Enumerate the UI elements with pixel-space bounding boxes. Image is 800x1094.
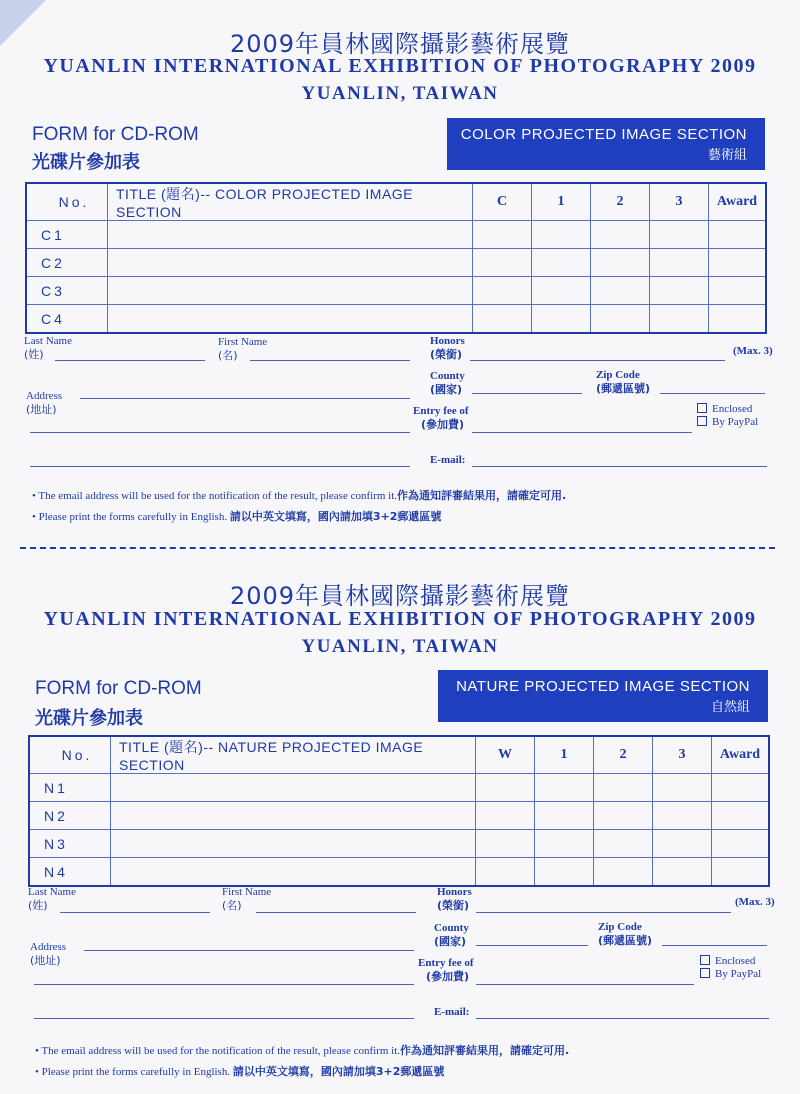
form-title-zh: 光碟片參加表 (32, 152, 140, 173)
address-label-en: Address (30, 941, 67, 953)
email-note-zh: 作為通知評審結果用，請確定可用. (397, 489, 567, 502)
table-header-row (26, 183, 766, 221)
score-cell (650, 221, 709, 249)
col-header-3: 3 (650, 183, 709, 221)
enclosed-label: Enclosed (715, 955, 756, 967)
honors-label-zh: (榮銜) (437, 899, 470, 912)
exhibition-title-zh: 2009年員林國際攝影藝術展覽 (229, 582, 571, 610)
honors-label-en: Honors (437, 886, 472, 898)
print-note-zh: 請以中英文填寫，國內請加填3+2郵遞區號 (229, 510, 442, 523)
zip-code-label-en: Zip Code (598, 921, 642, 933)
score-cell (476, 858, 535, 887)
col-header-no: No. (29, 736, 111, 774)
zip-code-field[interactable] (662, 945, 767, 946)
address-label-zh: (地址) (30, 954, 61, 967)
paypal-label: By PayPal (712, 416, 759, 428)
score-cell (591, 249, 650, 277)
row-code: N2 (29, 802, 111, 830)
paypal-checkbox[interactable] (700, 968, 710, 978)
entry-table (28, 735, 770, 887)
print-note (32, 508, 441, 524)
score-cell (473, 277, 532, 305)
score-cell (594, 830, 653, 858)
entry-fee-label-zh: (參加費) (426, 970, 470, 983)
entry-form-nature (0, 552, 800, 1094)
score-cell (650, 305, 709, 334)
exhibition-title-en: YUANLIN INTERNATIONAL EXHIBITION OF PHOTOGRAPHY 2009 (43, 608, 757, 630)
score-cell (594, 858, 653, 887)
print-note-en: • Please print the forms carefully in English. (32, 511, 228, 523)
zip-code-label (596, 369, 650, 395)
first-name-label-zh: (名) (222, 899, 242, 912)
last-name-label-zh: (姓) (28, 899, 48, 912)
last-name-label-en: Last Name (24, 335, 72, 347)
last-name-label-zh: (姓) (24, 348, 44, 361)
honors-label-zh: (榮銜) (430, 348, 463, 361)
address-field-line-1[interactable] (84, 950, 414, 951)
row-code: C2 (26, 249, 108, 277)
score-cell (476, 830, 535, 858)
paypal-label: By PayPal (715, 968, 762, 980)
enclosed-option[interactable] (700, 955, 755, 968)
row-code: C3 (26, 277, 108, 305)
first-name-label-zh: (名) (218, 349, 238, 362)
email-field[interactable] (472, 466, 767, 467)
entry-table (25, 182, 767, 334)
score-cell (532, 221, 591, 249)
entry-fee-label-en: Entry fee of (418, 957, 474, 969)
award-cell (712, 774, 770, 802)
title-cell[interactable] (108, 221, 473, 249)
score-cell (594, 802, 653, 830)
form-title-en: FORM for CD-ROM (32, 124, 199, 145)
col-header-award: Award (709, 183, 767, 221)
table-row (29, 858, 769, 887)
first-name-label-en: First Name (218, 336, 268, 348)
score-cell (653, 774, 712, 802)
score-cell (591, 277, 650, 305)
email-note (35, 1042, 569, 1058)
paypal-option[interactable] (697, 416, 758, 429)
honors-label-en: Honors (430, 335, 465, 347)
col-header-award: Award (712, 736, 770, 774)
score-cell (532, 277, 591, 305)
score-cell (535, 802, 594, 830)
county-label-en: County (434, 922, 469, 934)
first-name-field[interactable] (256, 912, 416, 913)
entry-fee-label-en: Entry fee of (413, 405, 469, 417)
score-cell (591, 305, 650, 334)
exhibition-location: YUANLIN, TAIWAN (301, 83, 499, 104)
email-label: E-mail: (434, 1006, 470, 1018)
address-field-line-1[interactable] (80, 398, 410, 399)
score-cell (473, 221, 532, 249)
form-title-zh: 光碟片參加表 (35, 708, 143, 729)
title-cell[interactable] (111, 830, 476, 858)
paypal-option[interactable] (700, 968, 761, 981)
col-header-1: 1 (532, 183, 591, 221)
zip-code-label-en: Zip Code (596, 369, 640, 381)
row-code: N1 (29, 774, 111, 802)
title-cell[interactable] (108, 305, 473, 334)
honors-label (430, 335, 465, 361)
award-cell (709, 249, 767, 277)
county-label (430, 370, 465, 396)
col-header-2: 2 (594, 736, 653, 774)
award-cell (709, 221, 767, 249)
address-field-line-2[interactable] (30, 432, 410, 433)
honors-field[interactable] (470, 360, 725, 361)
email-note-en: • The email address will be used for the notification of the result, please confirm it. (32, 490, 398, 502)
score-cell (476, 802, 535, 830)
table-row (26, 277, 766, 305)
exhibition-title-zh: 2009年員林國際攝影藝術展覽 (229, 30, 571, 58)
honors-label (437, 886, 472, 912)
email-label: E-mail: (430, 454, 466, 466)
table-row (29, 774, 769, 802)
address-label (30, 941, 66, 967)
score-cell (650, 249, 709, 277)
col-header-section: C (473, 183, 532, 221)
enclosed-checkbox[interactable] (697, 403, 707, 413)
honors-field[interactable] (476, 912, 731, 913)
score-cell (653, 802, 712, 830)
banner-label-en: NATURE PROJECTED IMAGE SECTION (456, 678, 750, 695)
first-name-label-en: First Name (222, 886, 272, 898)
section-banner (438, 670, 768, 722)
first-name-label (222, 886, 271, 912)
score-cell (535, 858, 594, 887)
entry-fee-label (418, 957, 474, 983)
address-label (26, 390, 62, 416)
score-cell (532, 249, 591, 277)
score-cell (591, 221, 650, 249)
score-cell (535, 774, 594, 802)
entry-fee-label (413, 405, 469, 431)
address-label-en: Address (26, 390, 63, 402)
row-code: N4 (29, 858, 111, 887)
enclosed-label: Enclosed (712, 403, 753, 415)
address-label-zh: (地址) (26, 403, 57, 416)
title-cell[interactable] (111, 858, 476, 887)
last-name-label (28, 886, 76, 912)
score-cell (594, 774, 653, 802)
row-code: C1 (26, 221, 108, 249)
table-row (26, 305, 766, 334)
email-note-en: • The email address will be used for the notification of the result, please confirm it. (35, 1045, 401, 1057)
banner-label-en: COLOR PROJECTED IMAGE SECTION (460, 126, 747, 143)
first-name-field[interactable] (250, 360, 410, 361)
county-label-zh: (國家) (430, 383, 463, 396)
county-label (434, 922, 469, 948)
col-header-no: No. (26, 183, 108, 221)
first-name-label (218, 336, 267, 362)
title-cell[interactable] (111, 774, 476, 802)
form-title-en: FORM for CD-ROM (35, 678, 202, 699)
entry-fee-label-zh: (參加費) (421, 418, 465, 431)
col-header-2: 2 (591, 183, 650, 221)
row-code: C4 (26, 305, 108, 334)
print-note-en: • Please print the forms carefully in English. (35, 1066, 231, 1078)
email-note (32, 487, 566, 503)
last-name-label-en: Last Name (28, 886, 76, 898)
zip-code-label (598, 921, 652, 947)
section-banner (447, 118, 765, 170)
print-note-zh: 請以中英文填寫，國內請加填3+2郵遞區號 (232, 1065, 445, 1078)
print-note (35, 1063, 444, 1079)
table-row (26, 221, 766, 249)
address-field-line-2[interactable] (34, 984, 414, 985)
score-cell (653, 830, 712, 858)
county-field[interactable] (476, 945, 588, 946)
col-header-3: 3 (653, 736, 712, 774)
col-header-title: TITLE (題名)-- COLOR PROJECTED IMAGE SECTION (108, 183, 473, 221)
honors-max-note: (Max. 3) (735, 896, 775, 908)
last-name-field[interactable] (60, 912, 210, 913)
score-cell (532, 305, 591, 334)
entry-fee-field[interactable] (476, 984, 694, 985)
honors-max-note: (Max. 3) (733, 345, 773, 357)
county-field[interactable] (472, 393, 582, 394)
score-cell (476, 774, 535, 802)
banner-label-zh: 藝術組 (707, 148, 747, 163)
last-name-label (24, 335, 72, 361)
zip-code-label-zh: (郵遞區號) (598, 934, 653, 947)
cut-line (20, 547, 775, 549)
county-label-en: County (430, 370, 465, 382)
zip-code-field[interactable] (660, 393, 765, 394)
paypal-checkbox[interactable] (697, 416, 707, 426)
entry-fee-field[interactable] (472, 432, 692, 433)
last-name-field[interactable] (55, 360, 205, 361)
enclosed-checkbox[interactable] (700, 955, 710, 965)
table-header-row (29, 736, 769, 774)
county-label-zh: (國家) (434, 935, 467, 948)
score-cell (473, 305, 532, 334)
enclosed-option[interactable] (697, 403, 752, 416)
score-cell (473, 249, 532, 277)
title-cell[interactable] (108, 249, 473, 277)
col-header-1: 1 (535, 736, 594, 774)
row-code: N3 (29, 830, 111, 858)
email-note-zh: 作為通知評審結果用，請確定可用. (400, 1044, 570, 1057)
col-header-section: W (476, 736, 535, 774)
table-row (26, 249, 766, 277)
score-cell (535, 830, 594, 858)
award-cell (712, 802, 770, 830)
award-cell (712, 830, 770, 858)
award-cell (709, 305, 767, 334)
col-header-title: TITLE (題名)-- NATURE PROJECTED IMAGE SECTION (111, 736, 476, 774)
award-cell (709, 277, 767, 305)
title-cell[interactable] (108, 277, 473, 305)
title-cell[interactable] (111, 802, 476, 830)
exhibition-location: YUANLIN, TAIWAN (301, 636, 499, 657)
score-cell (653, 858, 712, 887)
email-field[interactable] (476, 1018, 769, 1019)
address-field-line-3[interactable] (30, 466, 410, 467)
banner-label-zh: 自然組 (710, 700, 750, 715)
score-cell (650, 277, 709, 305)
exhibition-title-en: YUANLIN INTERNATIONAL EXHIBITION OF PHOTOGRAPHY 2009 (43, 55, 757, 77)
table-row (29, 830, 769, 858)
award-cell (712, 858, 770, 887)
table-row (29, 802, 769, 830)
zip-code-label-zh: (郵遞區號) (596, 382, 651, 395)
address-field-line-3[interactable] (34, 1018, 414, 1019)
